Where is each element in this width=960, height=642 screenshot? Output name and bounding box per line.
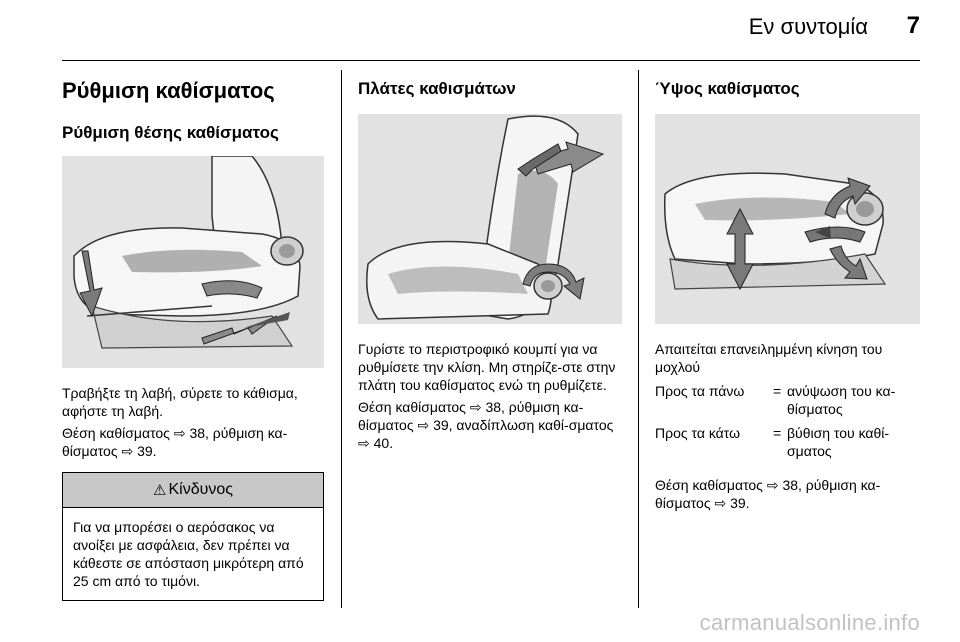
definition-equals: = — [773, 425, 782, 441]
watermark-text: carmanualsonline.info — [699, 610, 920, 635]
warning-triangle-icon: ⚠ — [153, 482, 167, 499]
section-title-seat-position: Ρύθμιση θέσης καθίσματος — [62, 123, 279, 142]
main-title: Ρύθμιση καθίσματος — [62, 78, 275, 103]
warning-text: Για να μπορέσει ο αερόσακος να ανοίξει με ασφάλεια, δεν πρέπει να κάθεστε σε απόσταση μικρότερη από 25 cm από το τιμόνι. — [73, 519, 304, 589]
column-seat-adjustment — [62, 70, 324, 601]
instruction-repeated-lever: Απαιτείται επανειλημμένη κίνηση του μοχλού — [655, 341, 883, 375]
column-divider-2 — [638, 70, 639, 608]
definition-row-down — [655, 424, 920, 460]
section-title-seat-height: Ύψος καθίσματος — [655, 79, 800, 98]
header-divider — [62, 60, 920, 61]
warning-heading-text: Κίνδυνος — [168, 481, 233, 498]
instruction-pull-handle: Τραβήξτε τη λαβή, σύρετε το κάθισμα, αφήστε τη λαβή. — [62, 385, 298, 419]
cross-reference-height: Θέση καθίσματος ⇨ 38, ρύθμιση κα-θίσματος ⇨ 39. — [655, 477, 881, 511]
cross-reference-seat: Θέση καθίσματος ⇨ 38, ρύθμιση κα-θίσματος ⇨ 39. — [62, 425, 288, 459]
definition-term: Προς τα πάνω — [655, 383, 745, 399]
page-number: 7 — [906, 12, 920, 39]
seat-height-illustration — [655, 114, 920, 324]
cross-reference-backrest: Θέση καθίσματος ⇨ 38, ρύθμιση κα-θίσματος ⇨ 39, αναδίπλωση καθί-σματος ⇨ 40. — [358, 399, 614, 451]
definition-description: ανύψωση του κα-θίσματος — [787, 383, 896, 417]
definition-term: Προς τα κάτω — [655, 425, 740, 441]
column-seat-backrests — [358, 70, 622, 452]
backrest-illustration — [358, 114, 622, 324]
definition-description: βύθιση του καθί-σματος — [787, 425, 890, 459]
definition-row-up — [655, 382, 920, 418]
header-title: Εν συντομία — [748, 14, 868, 39]
warning-heading — [63, 473, 323, 508]
column-divider-1 — [341, 70, 342, 608]
danger-warning-box — [62, 472, 324, 601]
column-seat-height — [655, 70, 920, 512]
section-title-backrests: Πλάτες καθισμάτων — [358, 79, 516, 98]
definition-equals: = — [773, 383, 782, 399]
seat-position-illustration — [62, 156, 324, 368]
instruction-rotary-knob: Γυρίστε το περιστροφικό κουμπί για να ρυθμίσετε την κλίση. Μη στηρίζε-στε στην πλάτη του καθίσματος ενώ τη ρυθμίζετε. — [358, 341, 616, 393]
